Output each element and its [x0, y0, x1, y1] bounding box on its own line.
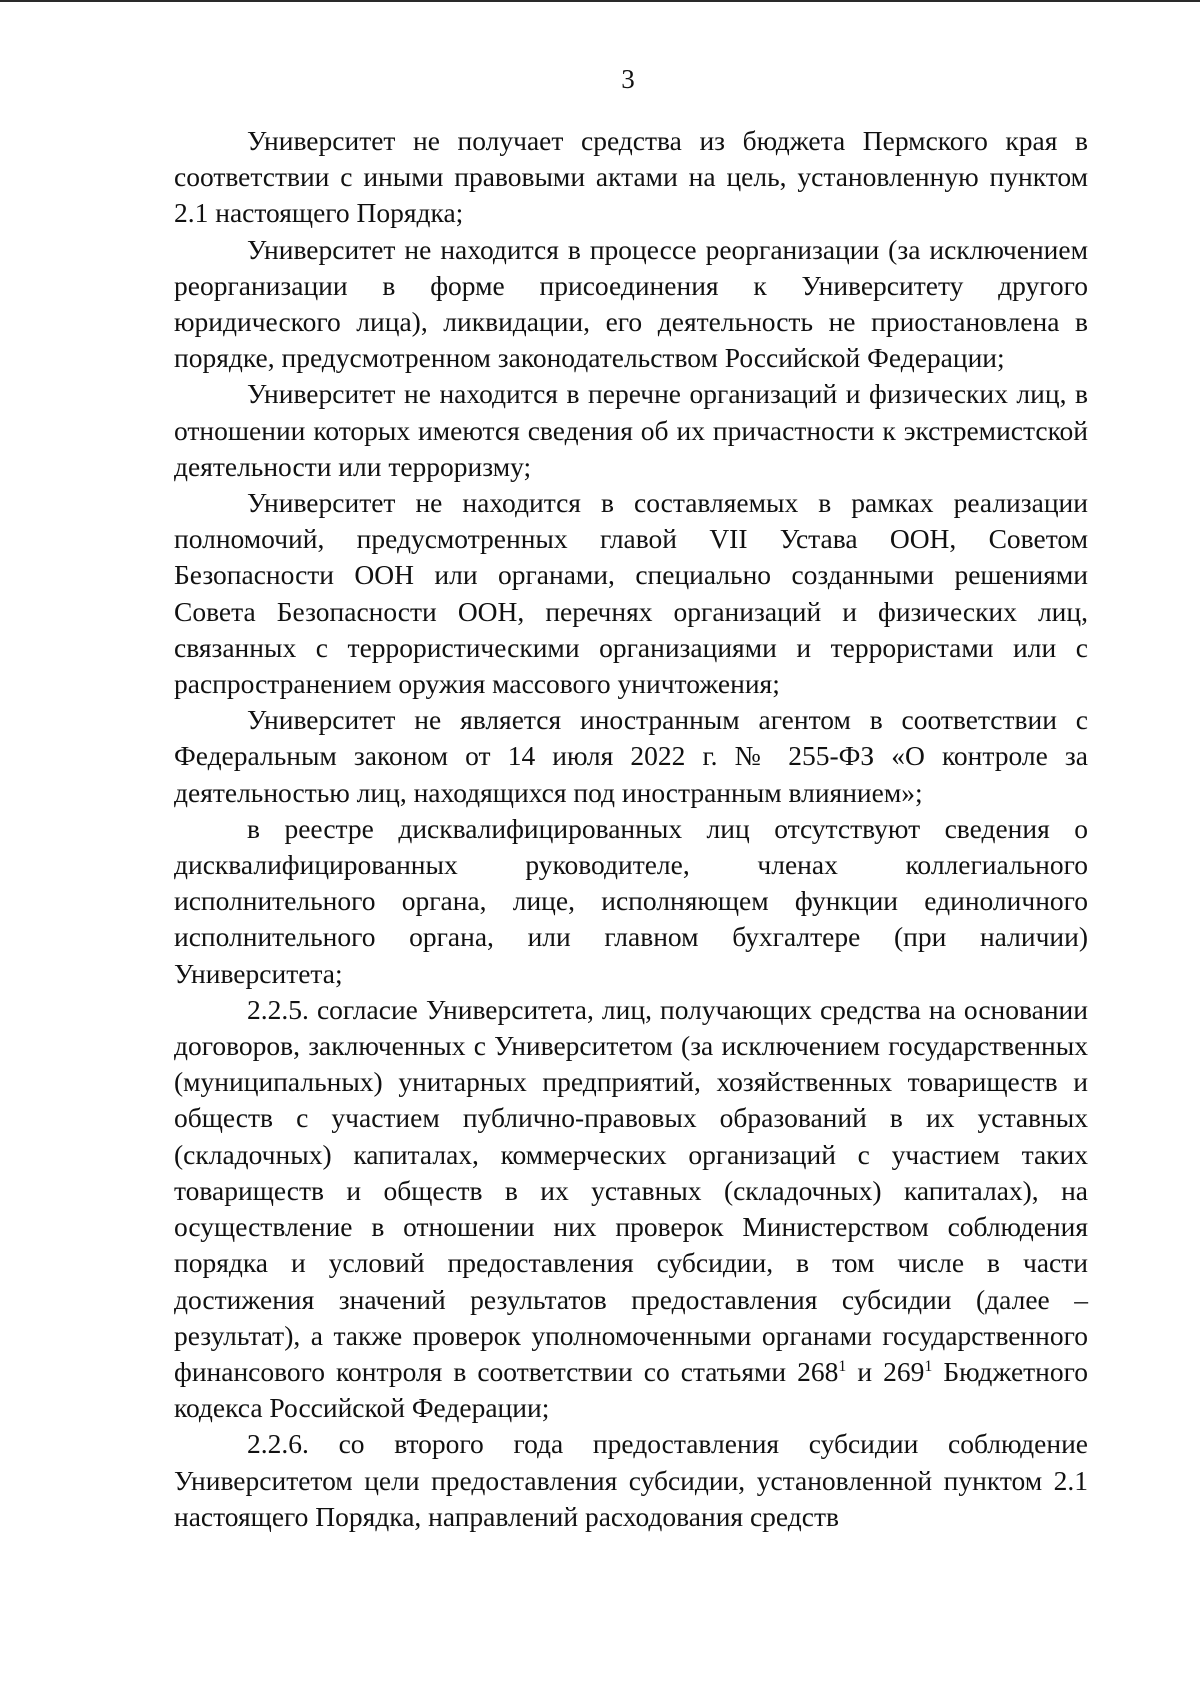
paragraph-no-other-budget-funds: Университет не получает средства из бюджета Пермского края в соответствии с иными правовыми актами на цель, установленную пунктом 2.1 настоящего Порядка;	[174, 125, 1088, 229]
paragraph-not-foreign-agent: Университет не является иностранным агентом в соответствии с Федеральным законом от 14 июля 2022 г. № 255-ФЗ «О контроле за деятельностью лиц, находящихся под иностранным влиянием»;	[174, 704, 1088, 808]
paragraph-2-2-5-consent-to-inspections	[174, 992, 1088, 1426]
page-number: 3	[621, 64, 635, 94]
paragraph-no-un-sanctions-list: Университет не находится в составляемых в рамках реализации полномочий, предусмотренных главой VII Устава ООН, Советом Безопасности ООН или органами, специально созданными решениями Совета Безопасности ООН, перечнях организаций и физических лиц, связанных с террористическими организациями и террористами или с распространением оружия массового уничтожения;	[174, 487, 1088, 700]
paragraph-2-2-5-text-middle: и 269	[846, 1355, 925, 1387]
paragraph-disqualified-persons-registry: в реестре дисквалифицированных лиц отсутствуют сведения о дисквалифицированных руководителе, членах коллегиального исполнительного органа, лице, исполняющем функции единоличного исполнительного органа, или главном бухгалтере (при наличии) Университета;	[174, 812, 1088, 989]
paragraph-no-reorganization: Университет не находится в процессе реорганизации (за исключением реорганизации в форме присоединения к Университету другого юридического лица), ликвидации, его деятельность не приостановлена в порядке, предусмотренном законодательством Российской Федерации;	[174, 233, 1088, 374]
paragraph-2-2-6-purpose-compliance: 2.2.6. со второго года предоставления субсидии соблюдение Университетом цели предоставления субсидии, установленной пунктом 2.1 настоящего Порядка, направлений расходования средств	[174, 1428, 1088, 1532]
paragraph-2-2-5-text-before: 2.2.5. согласие Университета, лиц, получающих средства на основании договоров, заключенных с Университетом (за исключением государственных (муниципальных) унитарных предприятий, хозяйственных товариществ и обществ с участием публично-правовых образований в их уставных (складочных) капиталах, коммерческих организаций с участием таких товариществ и обществ в их уставных (складочных) капиталах), на осуществление в отношении них проверок Министерством соблюдения порядка и условий предоставления субсидии, в том числе в части достижения значений результатов предоставления субсидии (далее – результат), а также проверок уполномоченными органами государственного финансового контроля в соответствии со статьями 268	[174, 993, 1088, 1387]
paragraph-2-2-5-text-after: Бюджетного кодекса Российской Федерации;	[174, 1355, 1088, 1424]
document-body	[174, 123, 1088, 1535]
superscript-article-269: 1	[924, 1357, 933, 1375]
paragraph-no-extremism-list: Университет не находится в перечне организаций и физических лиц, в отношении которых имеются сведения об их причастности к экстремистской деятельности или терроризму;	[174, 378, 1088, 482]
scan-top-edge	[0, 0, 1200, 2]
superscript-article-268: 1	[838, 1357, 847, 1375]
